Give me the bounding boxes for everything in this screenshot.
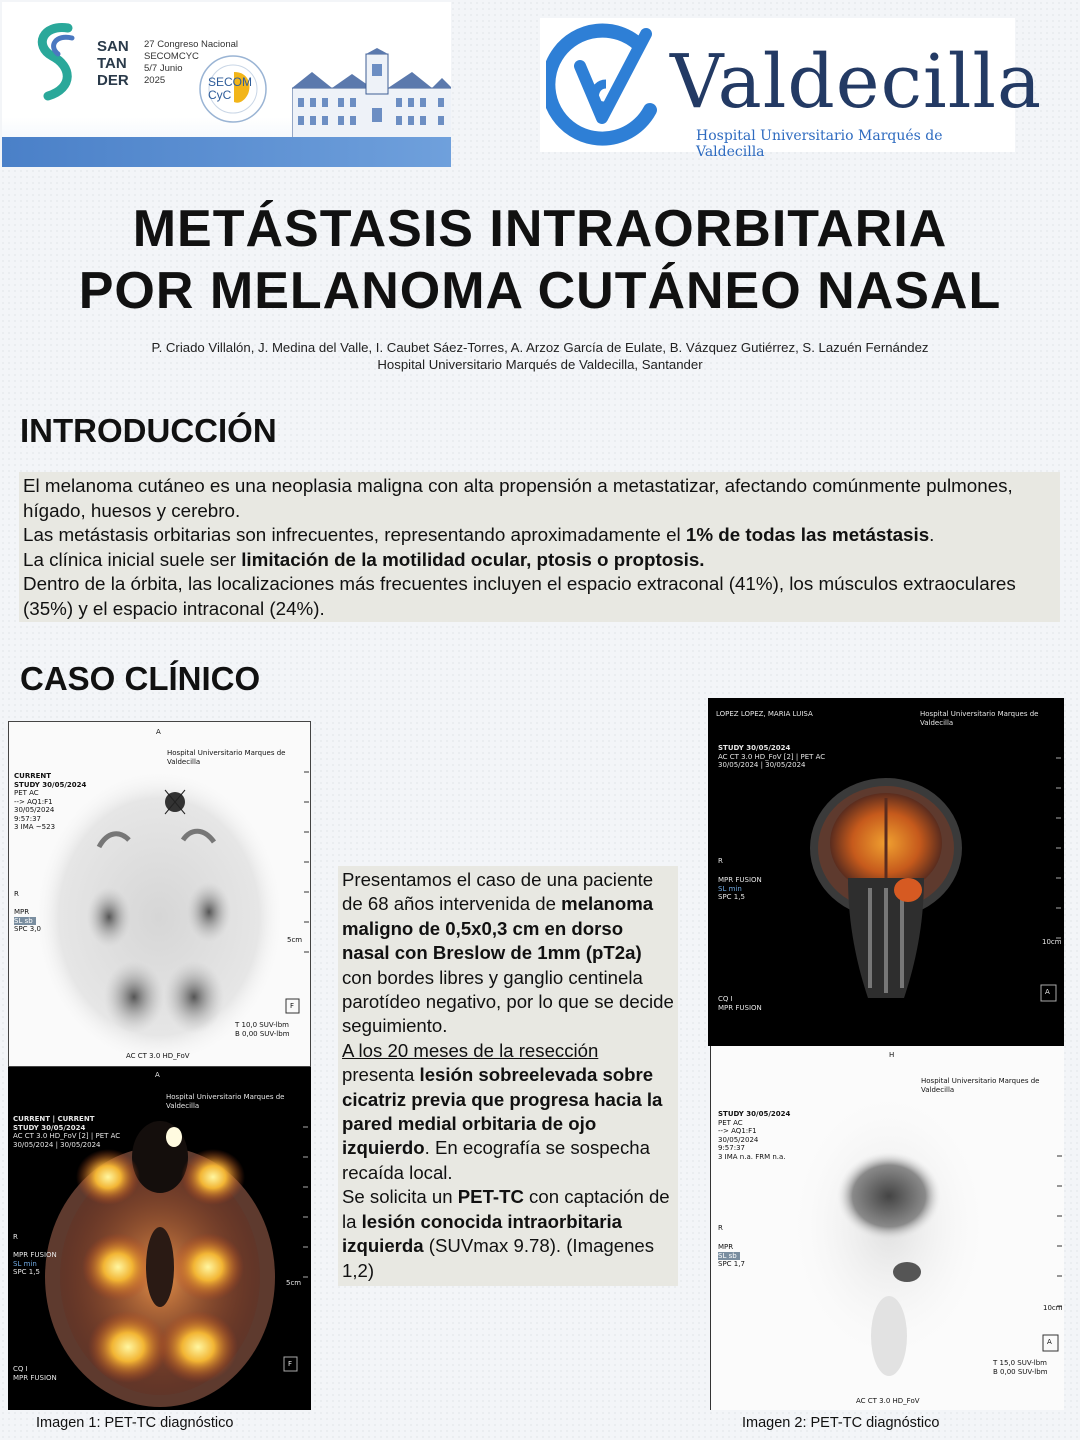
scan1-mpr: MPR SL sb SPC 3,0: [14, 908, 41, 933]
valdecilla-mark: [546, 22, 666, 147]
scan2-orient: F: [288, 1360, 293, 1368]
scan3-info: STUDY 30/05/2024 AC CT 3.0 HD_FoV [2] | PET AC 30/05/2024 | 30/05/2024: [718, 744, 826, 769]
scan2-cq: CQ I MPR FUSION: [13, 1365, 57, 1382]
scan1-scale: 5cm: [287, 936, 303, 944]
scan3-patient: LOPEZ LOPEZ, MARIA LUISA: [716, 710, 813, 718]
authors-names: P. Criado Villalón, J. Medina del Valle, I. Caubet Sáez-Torres, A. Arzoz García de Eulate, B. Vázquez Gutiérrez, S. Lazuén Fernández: [151, 340, 929, 355]
city-line-1: SAN: [97, 38, 129, 55]
scan4-top-label: H: [889, 1051, 895, 1059]
seal-text-1: SECOM: [208, 75, 253, 89]
scan1-hospital: Hospital Universitario Marques de Valdecilla: [167, 749, 286, 766]
scan1-info: CURRENT STUDY 30/05/2024 PET AC --> AQ1:F1 30/05/2024 9:57:37 3 IMA ~523: [14, 772, 87, 831]
scan4-scale: 10cm: [1043, 1304, 1063, 1312]
scan3-mpr: MPR FUSION SL min SPC 1,5: [718, 876, 762, 901]
pet-ct-axial-fusion-scan: [8, 1067, 311, 1410]
pet-coronal-scan: [710, 1046, 1064, 1410]
caso-clinico-heading: CASO CLÍNICO: [20, 660, 261, 697]
pet-axial-scan: [8, 721, 311, 1067]
scan4-side: R: [718, 1224, 723, 1232]
intro-paragraph-2: Las metástasis orbitarias son infrecuentes, representando aproximadamente el 1% de todas las metástasis.: [23, 524, 935, 545]
poster-title: [0, 198, 1080, 322]
scan1-top-label: A: [156, 728, 161, 736]
case-paragraph-2: A los 20 meses de la resección presenta lesión sobreelevada sobre cicatriz previa que progresa hacia la pared medial orbitaria de ojo izquierdo. En ecografía se sospecha recaída local.: [342, 1039, 663, 1183]
authors-affiliation: Hospital Universitario Marqués de Valdecilla, Santander: [377, 357, 703, 372]
congress-line-4: 2025: [144, 75, 166, 86]
caso-clinico-box: [338, 866, 678, 1286]
valdecilla-logo: [540, 18, 1043, 160]
valdecilla-subtitle: Hospital Universitario Marqués de Valdecilla: [696, 128, 943, 160]
building-illustration: [292, 48, 451, 140]
intro-paragraph-3: La clínica inicial suele ser limitación de la motilidad ocular, ptosis o proptosis.: [23, 548, 705, 570]
scan4-hospital: Hospital Universitario Marques de Valdecilla: [921, 1077, 1040, 1094]
intro-paragraph-1: El melanoma cutáneo es una neoplasia maligna con alta propensión a metastatizar, afectando comúnmente pulmones, hígado, huesos y cerebro.: [23, 475, 1013, 521]
caption-imagen-2: Imagen 2: PET-TC diagnóstico: [742, 1415, 940, 1431]
valdecilla-wordmark: Valdecilla: [670, 39, 1043, 125]
seal-text-2: CyC: [208, 88, 232, 102]
city-line-2: TAN: [97, 55, 127, 72]
introduccion-heading: INTRODUCCIÓN: [20, 412, 277, 449]
scan2-hospital: Hospital Universitario Marques de Valdecilla: [166, 1093, 285, 1110]
scan1-side: R: [14, 890, 19, 898]
intro-paragraph-4: Dentro de la órbita, las localizaciones más frecuentes incluyen el espacio extraconal (41%), los músculos extraoculares (35%) y el espacio intraconal (24%).: [23, 573, 1016, 619]
scan2-top-label: A: [155, 1071, 160, 1079]
scan2-side: R: [13, 1233, 18, 1241]
introduccion-box: [19, 472, 1060, 622]
caption-imagen-1: Imagen 1: PET-TC diagnóstico: [36, 1415, 234, 1431]
scan2-info: CURRENT | CURRENT STUDY 30/05/2024 AC CT 3.0 HD_FoV [2] | PET AC 30/05/2024 | 30/05/2024: [13, 1115, 121, 1149]
congress-banner: [2, 2, 451, 167]
scan3-scale: 10cm: [1042, 938, 1062, 946]
case-paragraph-1: Presentamos el caso de una paciente de 68 años intervenida de melanoma maligno de 0,5x0,3 cm en dorso nasal con Breslow de 1mm (pT2a) con bordes libres y ganglio centinela parotídeo negativo, por lo que se decide seguimiento.: [342, 869, 674, 1037]
scan3-side: R: [718, 857, 723, 865]
scan3-cq: CQ I MPR FUSION: [718, 995, 762, 1012]
case-paragraph-3: Se solicita un PET-TC con captación de la lesión conocida intraorbitaria izquierda (SUVmax 9.78). (Imagenes 1,2): [342, 1186, 670, 1281]
title-line-2: POR MELANOMA CUTÁNEO NASAL: [78, 262, 1002, 320]
scan4-orient: A: [1047, 1338, 1052, 1346]
congress-line-3: 5/7 Junio: [144, 63, 183, 74]
scan1-orient: F: [290, 1002, 295, 1010]
scan4-bottom: AC CT 3.0 HD_FoV: [856, 1397, 920, 1405]
scan1-suv: T 10,0 SUV-lbm B 0,00 SUV-lbm: [235, 1021, 290, 1038]
authors-block: [0, 339, 1080, 373]
scan3-hospital: Hospital Universitario Marques de Valdecilla: [920, 710, 1039, 727]
title-line-1: METÁSTASIS INTRAORBITARIA: [132, 200, 948, 258]
secomcyc-seal: [198, 54, 268, 124]
santander-s-logo: [28, 22, 84, 102]
scan1-bottom: AC CT 3.0 HD_FoV: [126, 1052, 190, 1060]
scan4-mpr: MPR SL sb SPC 1,7: [718, 1243, 745, 1268]
scan2-scale: 5cm: [286, 1279, 302, 1287]
scan4-suv: T 15,0 SUV-lbm B 0,00 SUV-lbm: [993, 1359, 1048, 1376]
scan3-orient: A: [1045, 988, 1050, 996]
city-line-3: DER: [97, 72, 129, 89]
congress-line-1: 27 Congreso Nacional: [144, 39, 239, 50]
scan4-info: STUDY 30/05/2024 PET AC --> AQ1:F1 30/05/2024 9:57:37 3 IMA n.a. FRM n.a.: [718, 1110, 791, 1161]
scan2-mpr: MPR FUSION SL min SPC 1,5: [13, 1251, 57, 1276]
congress-line-2: SECOMCYC: [144, 51, 199, 62]
pet-ct-coronal-fusion-scan: [708, 698, 1064, 1046]
